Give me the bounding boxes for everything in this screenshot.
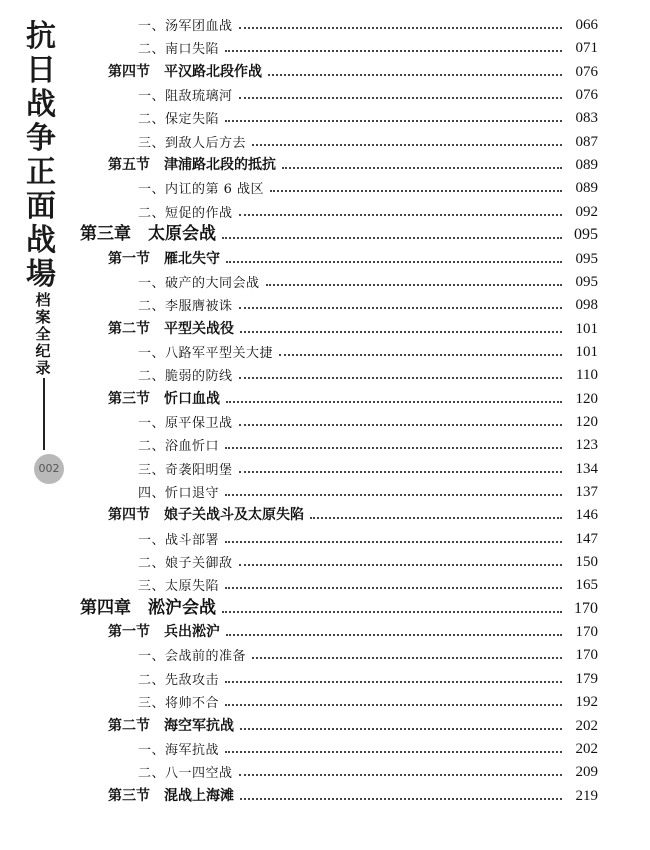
- toc-subsection-row: [138, 337, 598, 361]
- dot-leader: [239, 96, 562, 99]
- toc-page-number: 202: [575, 740, 598, 757]
- toc-subsection-row: [138, 454, 598, 478]
- toc-subsection-row: [138, 127, 598, 151]
- toc-subsection-row: [138, 570, 598, 594]
- book-title-char: 抗: [26, 19, 56, 54]
- toc-page-number: 123: [575, 437, 598, 454]
- toc-section-row: [108, 617, 598, 641]
- toc-entry-title: 一、内讧的第 6 战区: [138, 182, 265, 198]
- toc-entry-title: 三、奇袭阳明堡: [138, 462, 233, 478]
- book-title-char: 争: [26, 121, 56, 156]
- toc-page-number: 089: [575, 157, 598, 174]
- toc-entry-title: 二、先敌攻击: [138, 672, 220, 688]
- toc-page-number: 147: [575, 530, 598, 547]
- dot-leader: [239, 213, 562, 216]
- toc-entry-title: 二、李服膺被诛: [138, 299, 233, 315]
- dot-leader: [226, 400, 562, 403]
- toc-subsection-row: [138, 524, 598, 548]
- dot-leader: [225, 540, 562, 543]
- book-title-char: 面: [26, 189, 56, 224]
- toc-subsection-row: [138, 407, 598, 431]
- toc-section-row: [108, 781, 598, 805]
- series-title-char: 录: [35, 359, 51, 377]
- book-title-char: 場: [26, 257, 56, 292]
- toc-entry-title: 第四节 娘子关战斗及太原失陷: [108, 507, 304, 524]
- book-title-char: 正: [26, 155, 56, 190]
- dot-leader: [252, 143, 562, 146]
- toc-page-number: 095: [575, 273, 598, 290]
- dot-leader: [225, 703, 562, 706]
- toc-page-number: 095: [574, 226, 598, 244]
- toc-page-number: 076: [575, 87, 598, 104]
- toc-entry-title: 一、会战前的准备: [138, 649, 247, 665]
- toc-page-number: 219: [575, 787, 598, 804]
- toc-entry-title: 第一节 雁北失守: [108, 250, 220, 267]
- toc-page-number: 120: [575, 390, 598, 407]
- dot-leader: [252, 656, 562, 659]
- dot-leader: [222, 610, 562, 613]
- toc-entry-title: 一、战斗部署: [138, 532, 220, 548]
- toc-page-number: 098: [575, 297, 598, 314]
- dot-leader: [270, 189, 562, 192]
- toc-subsection-row: [138, 687, 598, 711]
- toc-entry-title: 一、汤军团血战: [138, 19, 233, 34]
- toc-subsection-row: [138, 430, 598, 454]
- toc-page-number: 092: [575, 203, 598, 220]
- toc-subsection-row: [138, 757, 598, 781]
- dot-leader: [240, 797, 562, 800]
- toc-entry-title: 第三节 混战上海滩: [108, 787, 234, 804]
- toc-subsection-row: [138, 267, 598, 291]
- toc-entry-title: 三、太原失陷: [138, 579, 220, 595]
- toc-page-number: 170: [575, 624, 598, 641]
- toc-entry-title: 二、短促的作战: [138, 205, 233, 221]
- toc-entry-title: 二、娘子关御敌: [138, 556, 233, 572]
- dot-leader: [225, 493, 562, 496]
- toc-page-number: 170: [574, 599, 598, 617]
- toc-page-number: 192: [575, 694, 598, 711]
- toc-page-number: 202: [575, 717, 598, 734]
- toc-subsection-row: [138, 80, 598, 104]
- series-title-char: 案: [35, 308, 51, 326]
- book-title-char: 战: [26, 87, 56, 122]
- toc-page-number: 170: [575, 647, 598, 664]
- toc-section-row: [108, 57, 598, 81]
- toc-page-number: 083: [575, 110, 598, 127]
- series-title-char: 纪: [35, 342, 51, 360]
- toc-entry-title: 一、原平保卫战: [138, 415, 233, 431]
- toc-page-number: 071: [575, 40, 598, 57]
- toc-section-row: [108, 711, 598, 735]
- book-title-char: 日: [26, 53, 56, 88]
- toc-subsection-row: [138, 477, 598, 501]
- toc-page-number: 209: [575, 764, 598, 781]
- dot-leader: [239, 423, 562, 426]
- dot-leader: [225, 49, 562, 52]
- dot-leader: [239, 376, 562, 379]
- toc-entry-title: 第二节 海空军抗战: [108, 717, 234, 734]
- toc-page-number: 095: [575, 250, 598, 267]
- toc-page-number: 110: [576, 367, 598, 384]
- dot-leader: [225, 586, 562, 589]
- toc-page-number: 101: [575, 320, 598, 337]
- dot-leader: [240, 727, 562, 730]
- toc-entry-title: 二、脆弱的防线: [138, 369, 233, 385]
- toc-entry-title: 一、破产的大同会战: [138, 275, 260, 291]
- series-title-char: 全: [35, 325, 51, 343]
- dot-leader: [240, 330, 562, 333]
- dot-leader: [225, 119, 562, 122]
- toc-entry-title: 二、八一四空战: [138, 766, 233, 782]
- toc-subsection-row: [138, 103, 598, 127]
- toc-page-number: 101: [575, 343, 598, 360]
- toc-subsection-row: [138, 197, 598, 221]
- toc-page-number: 179: [575, 670, 598, 687]
- dot-leader: [222, 236, 562, 239]
- toc-page-number: 089: [575, 180, 598, 197]
- toc-subsection-row: [138, 33, 598, 57]
- toc-section-row: [108, 314, 598, 338]
- toc-entry-title: 三、将帅不合: [138, 696, 220, 712]
- toc-page-number: 150: [575, 554, 598, 571]
- toc-subsection-row: [138, 640, 598, 664]
- toc-page-number: 120: [575, 413, 598, 430]
- toc-section-row: [108, 244, 598, 268]
- dot-leader: [268, 73, 562, 76]
- toc-page-number: 076: [575, 63, 598, 80]
- dot-leader: [225, 680, 562, 683]
- book-title-char: 战: [26, 223, 56, 258]
- dot-leader: [279, 353, 562, 356]
- toc-subsection-row: [138, 547, 598, 571]
- toc-entry-title: 第四节 平汉路北段作战: [108, 63, 262, 80]
- toc-entry-title: 四、忻口退守: [138, 486, 220, 501]
- toc-page-number: 165: [575, 577, 598, 594]
- toc-entry-title: 二、南口失陷: [138, 42, 220, 58]
- toc-entry-title: 第二节 平型关战役: [108, 320, 234, 337]
- dot-leader: [282, 166, 562, 169]
- dot-leader: [266, 283, 562, 286]
- dot-leader: [226, 260, 562, 263]
- toc-entry-title: 第四章 淞沪会战: [80, 597, 216, 618]
- toc-section-row: [108, 500, 598, 524]
- toc-subsection-row: [138, 734, 598, 758]
- dot-leader: [225, 750, 562, 753]
- toc-page-number: 146: [575, 507, 598, 524]
- dot-leader: [239, 306, 562, 309]
- toc-entry-title: 三、到敌人后方去: [138, 135, 247, 151]
- toc-section-row: [108, 150, 598, 174]
- dot-leader: [226, 633, 562, 636]
- dot-leader: [310, 516, 562, 519]
- toc-subsection-row: [138, 290, 598, 314]
- toc-subsection-row: [138, 360, 598, 384]
- toc-subsection-row: [138, 173, 598, 197]
- toc-page-number: 137: [575, 484, 598, 500]
- dot-leader: [239, 26, 562, 29]
- page-number-badge: 002: [34, 454, 64, 484]
- toc-chapter-row: [80, 220, 598, 244]
- toc-section-row: [108, 384, 598, 408]
- toc-entry-title: 第三章 太原会战: [80, 224, 216, 245]
- toc-entry-title: 二、浴血忻口: [138, 439, 220, 455]
- toc-subsection-row: [138, 664, 598, 688]
- toc-entry-title: 第五节 津浦路北段的抵抗: [108, 157, 276, 174]
- toc-entry-title: 二、保定失陷: [138, 112, 220, 128]
- toc-page-number: 087: [575, 133, 598, 150]
- dot-leader: [239, 773, 562, 776]
- toc-entry-title: 第一节 兵出淞沪: [108, 624, 220, 641]
- toc-page-number: 134: [575, 460, 598, 477]
- toc-page-number: 066: [575, 17, 598, 33]
- series-title-char: 档: [35, 291, 51, 309]
- toc-chapter-row: [80, 594, 598, 618]
- dot-leader: [239, 470, 562, 473]
- dot-leader: [239, 563, 562, 566]
- toc-subsection-row: [138, 10, 598, 34]
- toc-entry-title: 一、八路军平型关大捷: [138, 345, 274, 361]
- toc-entry-title: 一、阻敌琉璃河: [138, 89, 233, 105]
- dot-leader: [225, 446, 562, 449]
- toc-entry-title: 第三节 忻口血战: [108, 390, 220, 407]
- toc-entry-title: 一、海军抗战: [138, 742, 220, 758]
